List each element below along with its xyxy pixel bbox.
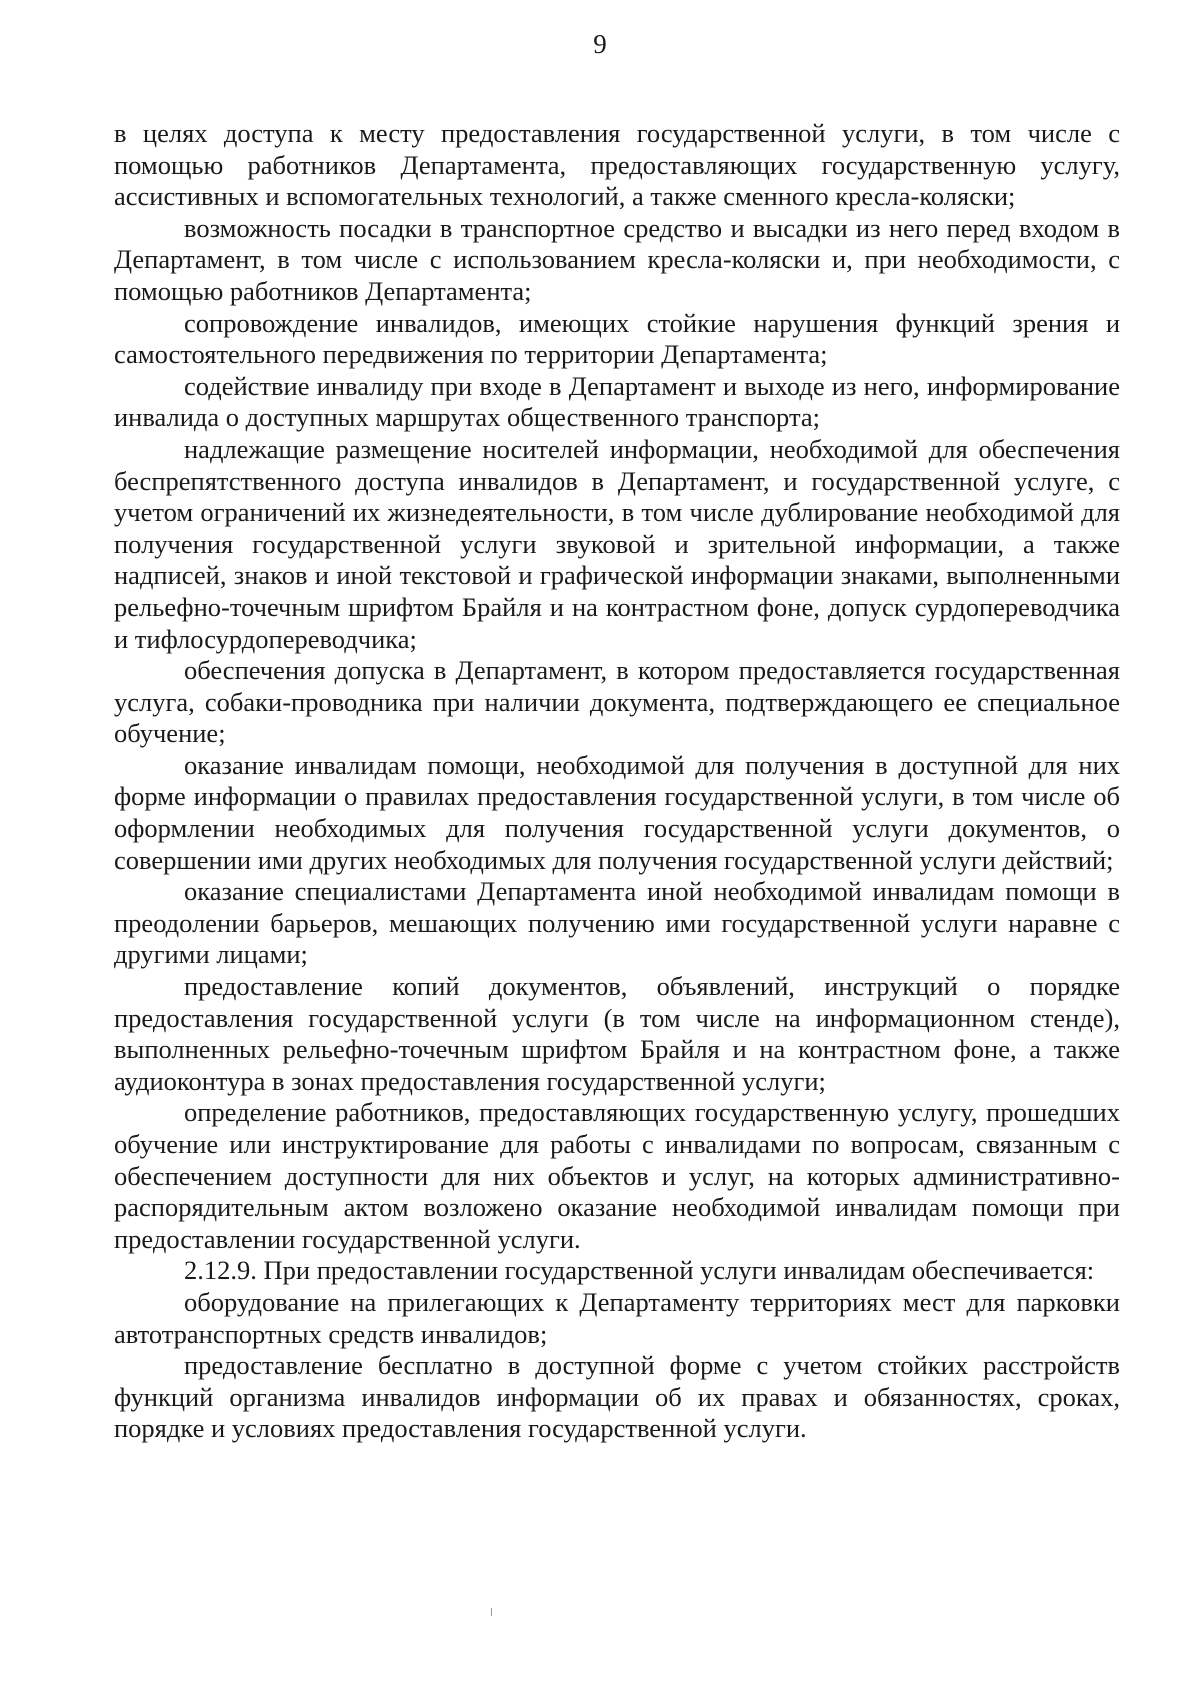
paragraph-escort: сопровождение инвалидов, имеющих стойкие нарушения функций зрения и самостоятельного передвижения по территории Департамента; bbox=[114, 307, 1120, 370]
paragraph-information-help: оказание инвалидам помощи, необходимой для получения в доступной для них форме информации о правилах предоставления государственной услуги, в том числе об оформлении необходимых для получения государственной услуги документов, о совершении ими других необходимых для получения государственной услуги действий; bbox=[114, 749, 1120, 875]
paragraph-guide-dog-admission: обеспечения допуска в Департамент, в котором предоставляется государственная услуга, собаки-проводника при наличии документа, подтверждающего ее специальное обучение; bbox=[114, 655, 1120, 749]
paragraph-staff-training: определение работников, предоставляющих государственную услугу, прошедших обучение или инструктирование для работы с инвалидами по вопросам, связанным с обеспечением доступности для них объектов и услуг, на которых административно-распорядительным актом возложено оказание необходимой инвалидам помощи при предоставлении государственной услуги. bbox=[114, 1097, 1120, 1254]
paragraph-vehicle-boarding: возможность посадки в транспортное средство и высадки из него перед входом в Департамент, в том числе с использованием кресла-коляски и, при необходимости, с помощью работников Департамента; bbox=[114, 212, 1120, 306]
scan-artifact-mark bbox=[491, 1608, 492, 1616]
paragraph-entry-exit-assistance: содействие инвалиду при входе в Департамент и выходе из него, информирование инвалида о доступных маршрутах общественного транспорта; bbox=[114, 370, 1120, 433]
paragraph-access-assistance-continued: в целях доступа к месту предоставления государственной услуги, в том числе с помощью работников Департамента, предоставляющих государственную услугу, ассистивных и вспомогательных технологий, а также сменного кресла-коляски; bbox=[114, 118, 1120, 212]
paragraph-parking: оборудование на прилегающих к Департаменту территориях мест для парковки автотранспортных средств инвалидов; bbox=[114, 1286, 1120, 1349]
paragraph-barrier-help: оказание специалистами Департамента иной необходимой инвалидам помощи в преодолении барьеров, мешающих получению ими государственной услуги наравне с другими лицами; bbox=[114, 876, 1120, 970]
document-body bbox=[114, 118, 1120, 1445]
page-number: 9 bbox=[593, 29, 607, 59]
paragraph-section-2-12-9: 2.12.9. При предоставлении государственной услуги инвалидам обеспечивается: bbox=[184, 1255, 1095, 1286]
paragraph-information-placement: надлежащие размещение носителей информации, необходимой для обеспечения беспрепятственного доступа инвалидов в Департамент, и государственной услуге, с учетом ограничений их жизнедеятельности, в том числе дублирование необходимой для получения государственной услуги звуковой и зрительной информации, а также надписей, знаков и иной текстовой и графической информации знаками, выполненными рельефно-точечным шрифтом Брайля и на контрастном фоне, допуск сурдопереводчика и тифлосурдопереводчика; bbox=[114, 433, 1120, 654]
paragraph-free-information: предоставление бесплатно в доступной форме с учетом стойких расстройств функций организма инвалидов информации об их правах и обязанностях, сроках, порядке и условиях предоставления государственной услуги. bbox=[114, 1350, 1120, 1444]
paragraph-braille-copies: предоставление копий документов, объявлений, инструкций о порядке предоставления государственной услуги (в том числе на информационном стенде), выполненных рельефно-точечным шрифтом Брайля и на контрастном фоне, а также аудиоконтура в зонах предоставления государственной услуги; bbox=[114, 971, 1120, 1096]
